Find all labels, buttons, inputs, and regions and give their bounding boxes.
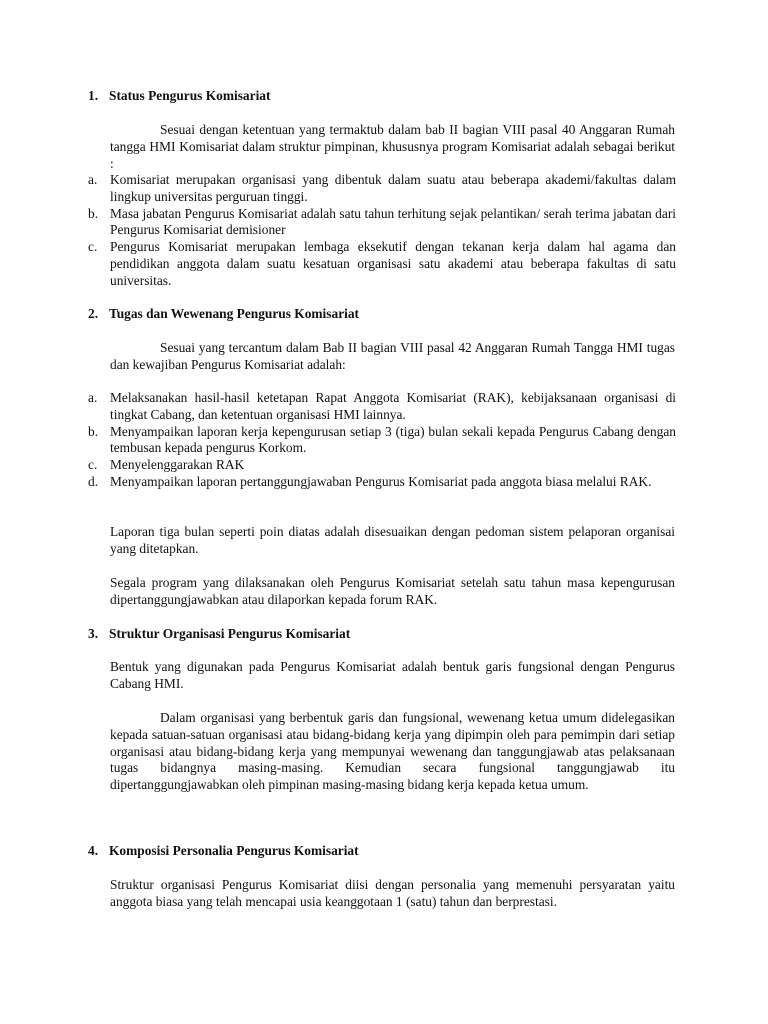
section-4-number: 4. — [88, 843, 99, 858]
list-item-text: Masa jabatan Pengurus Komisariat adalah satu tahun terhitung sejak pelantikan/ serah terima jabatan dari Pengurus Komisariat demisioner — [110, 205, 676, 238]
section-2-list — [88, 390, 676, 491]
section-2-intro: Sesuai yang tercantum dalam Bab II bagian VIII pasal 42 Anggaran Rumah Tangga HMI tugas dan kewajiban Pengurus Komisariat adalah: — [110, 340, 675, 372]
list-marker: a. — [88, 172, 98, 187]
list-item-text: Pengurus Komisariat merupakan lembaga eksekutif dengan tekanan kerja dalam hal agama dan pendidikan anggota dalam suatu kesatuan organisasi satu akademi atau beberapa fakultas di satu universitas. — [110, 239, 676, 288]
section-2-note-2: Segala program yang dilaksanakan oleh Pengurus Komisariat setelah satu tahun masa kepengurusan dipertanggungjawabkan atau dilaporkan kepada forum RAK. — [110, 575, 675, 607]
section-2-heading — [88, 306, 676, 323]
list-item — [88, 239, 676, 289]
section-1-number: 1. — [88, 88, 99, 103]
section-1-title: Status Pengurus Komisariat — [109, 88, 271, 103]
section-2-number: 2. — [88, 306, 99, 321]
list-item — [88, 457, 676, 474]
list-item — [88, 474, 676, 491]
list-marker: c. — [88, 239, 98, 255]
list-marker: b. — [88, 205, 99, 221]
section-3-title: Struktur Organisasi Pengurus Komisariat — [109, 626, 351, 641]
section-3-paragraph-1: Bentuk yang digunakan pada Pengurus Komisariat adalah bentuk garis fungsional dengan Pengurus Cabang HMI. — [110, 659, 675, 691]
list-item-text: Menyelenggarakan RAK — [110, 457, 245, 473]
section-4-title: Komposisi Personalia Pengurus Komisariat — [109, 843, 359, 858]
list-item-text: Komisariat merupakan organisasi yang dibentuk dalam suatu atau beberapa akademi/fakultas dalam lingkup universitas perguruan tinggi. — [110, 172, 676, 204]
list-marker: b. — [88, 423, 99, 439]
list-marker: d. — [88, 473, 99, 489]
list-marker: c. — [88, 457, 98, 473]
list-item-text: Menyampaikan laporan pertanggungjawaban Pengurus Komisariat pada anggota biasa melalui RAK. — [110, 473, 652, 489]
list-marker: a. — [88, 390, 98, 405]
section-1-heading — [88, 88, 676, 105]
section-4-paragraph-1: Struktur organisasi Pengurus Komisariat diisi dengan personalia yang memenuhi persyaratan yaitu anggota biasa yang telah mencapai usia keanggotaan 1 (satu) tahun dan berprestasi. — [110, 877, 675, 909]
section-3-paragraph-2: Dalam organisasi yang berbentuk garis dan fungsional, wewenang ketua umum didelegasikan kepada satuan-satuan organisasi atau bidang-bidang kerja yang dipimpin oleh para pemimpin dari setiap organisasi atau bidang-bidang kerja yang mempunyai wewenang dan tanggungjawab atas pelaksanaan tugas bidangnya masing-masing. Kemudian secara fungsional tanggungjawab itu dipertanggungjawabkan oleh pimpinan masing-masing bidang kerja kepada ketua umum. — [110, 710, 675, 793]
section-1-list — [88, 172, 676, 290]
section-2-note-1: Laporan tiga bulan seperti poin diatas adalah disesuaikan dengan pedoman sistem pelaporan organisai yang ditetapkan. — [110, 524, 675, 556]
section-2-title: Tugas dan Wewenang Pengurus Komisariat — [109, 306, 360, 321]
list-item-text: Melaksanakan hasil-hasil ketetapan Rapat Anggota Komisariat (RAK), kebijaksanaan organisasi di tingkat Cabang, dan ketentuan organisasi HMI lainnya. — [110, 390, 676, 422]
section-4-heading — [88, 843, 676, 860]
section-1-intro: Sesuai dengan ketentuan yang termaktub dalam bab II bagian VIII pasal 40 Anggaran Rumah tangga HMI Komisariat dalam struktur pimpinan, khususnya program Komisariat adalah sebagai berikut : — [110, 122, 675, 171]
section-3-heading — [88, 626, 676, 643]
list-item — [88, 206, 676, 240]
list-item — [88, 424, 676, 458]
list-item-text: Menyampaikan laporan kerja kepengurusan setiap 3 (tiga) bulan sekali kepada Pengurus Cabang dengan tembusan kepada pengurus Korkom. — [110, 423, 676, 456]
list-item — [88, 390, 676, 424]
section-3-number: 3. — [88, 626, 99, 641]
list-item — [88, 172, 676, 206]
